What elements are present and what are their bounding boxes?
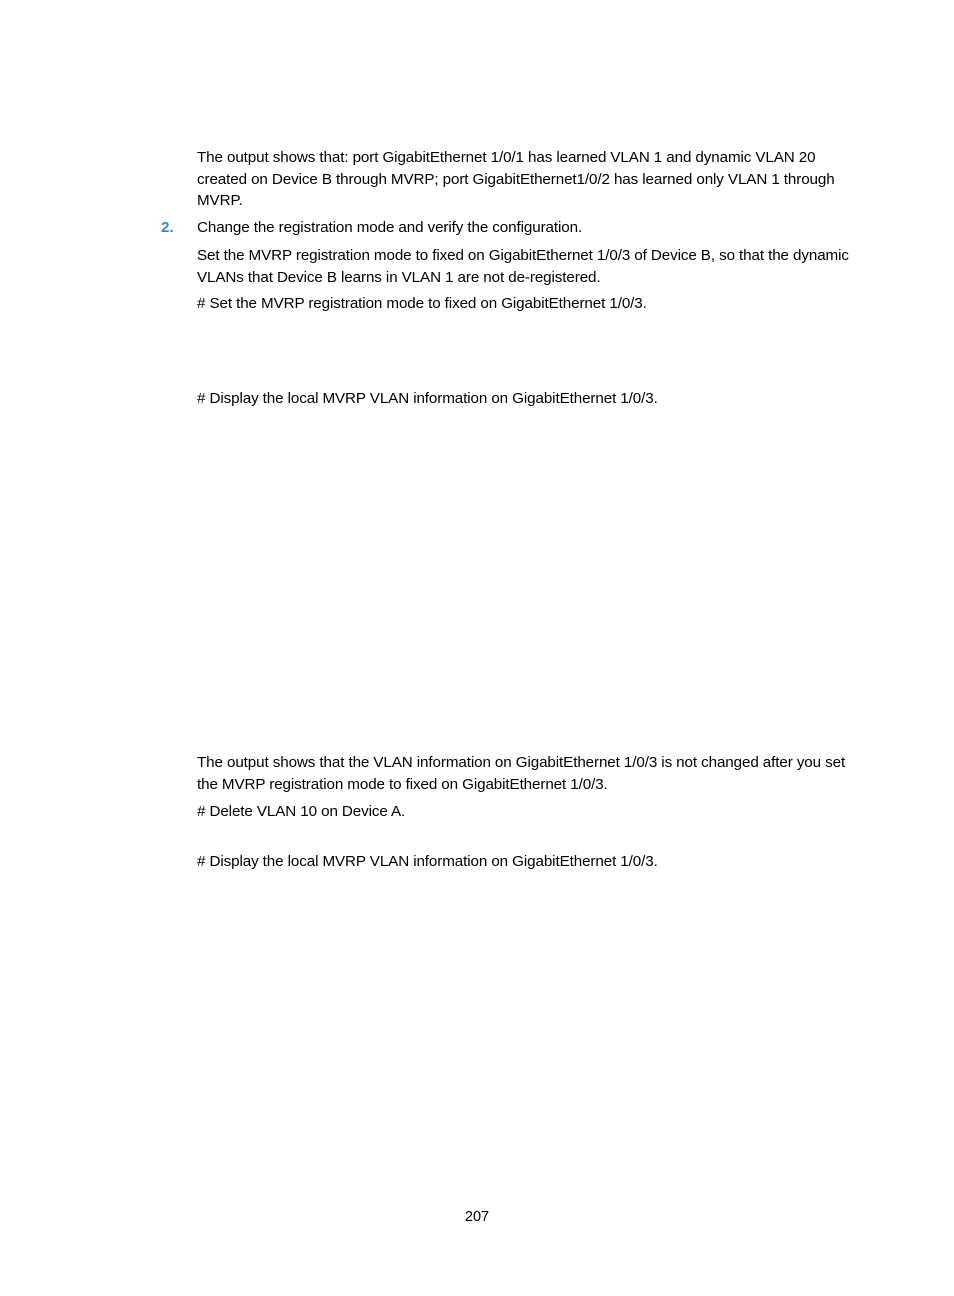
vlan-unchanged-paragraph: The output shows that the VLAN information on GigabitEthernet 1/0/3 is not changed after you set the MVRP registration mode to fixed on GigabitEthernet 1/0/3. <box>197 754 846 793</box>
step-description-paragraph: Set the MVRP registration mode to fixed on GigabitEthernet 1/0/3 of Device B, so that the dynamic VLANs that Device B learns in VLAN 1 are not de-registered. <box>197 247 849 286</box>
step-number: 2. <box>161 219 174 236</box>
output-summary-paragraph: The output shows that: port GigabitEthernet 1/0/1 has learned VLAN 1 and dynamic VLAN 20 created on Device B through MVRP; port GigabitEthernet1/0/2 has learned only VLAN 1 through MVRP. <box>197 149 835 209</box>
display-vlan-comment: # Display the local MVRP VLAN information on GigabitEthernet 1/0/3. <box>197 390 658 407</box>
set-registration-comment: # Set the MVRP registration mode to fixed on GigabitEthernet 1/0/3. <box>197 295 647 312</box>
delete-vlan-comment: # Delete VLAN 10 on Device A. <box>197 803 406 820</box>
display-vlan-comment-2: # Display the local MVRP VLAN information on GigabitEthernet 1/0/3. <box>197 853 658 870</box>
step-heading: Change the registration mode and verify the configuration. <box>197 219 583 236</box>
page-number: 207 <box>464 1209 490 1225</box>
